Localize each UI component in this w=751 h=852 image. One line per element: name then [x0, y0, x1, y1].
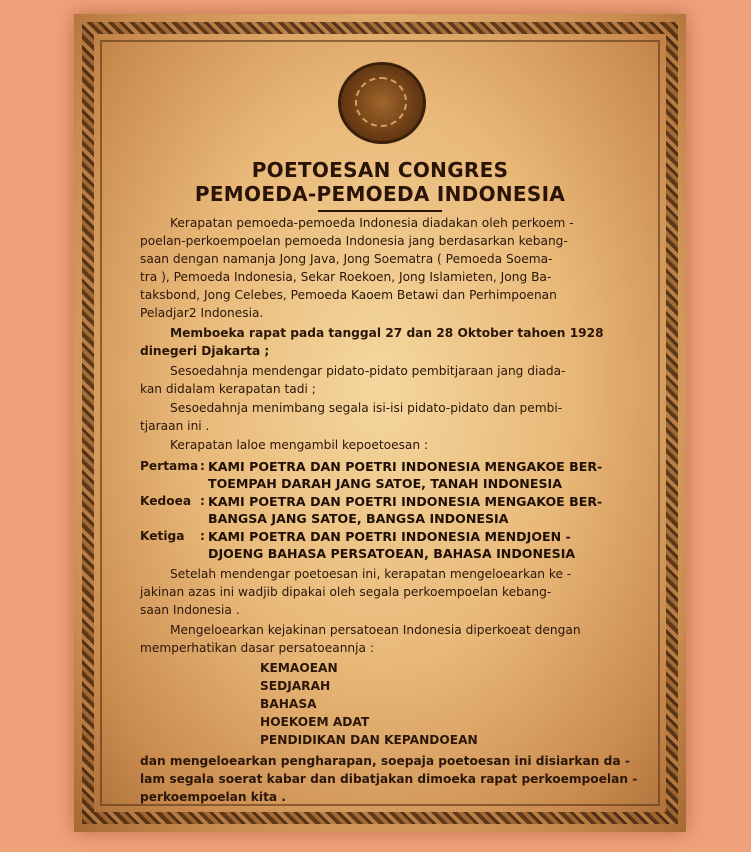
resolution-label: Ketiga — [140, 529, 185, 543]
resolution-line: TOEMPAH DARAH JANG SATOE, TANAH INDONESIA — [208, 476, 562, 491]
document-title-line-1: POETOESAN CONGRES — [251, 158, 509, 182]
title-underline — [318, 210, 442, 212]
resolution-line: BANGSA JANG SATOE, BANGSA INDONESIA — [208, 511, 509, 526]
intro-line: taksbond, Jong Celebes, Pemoeda Kaoem Betawi dan Perhimpoenan — [140, 288, 557, 302]
closing-line: dan mengeloearkan pengharapan, soepaja poetoesan ini disiarkan da - — [140, 754, 630, 768]
resolution-label: Pertama — [140, 459, 199, 473]
resolution-line: KAMI POETRA DAN POETRI INDONESIA MENDJOEN - — [208, 529, 571, 544]
after-decision-line: saan Indonesia . — [140, 603, 240, 617]
speeches-line: kan didalam kerapatan tadi ; — [140, 382, 316, 396]
closing-line: lam segala soerat kabar dan dibatjakan dimoeka rapat perkoempoelan - — [140, 772, 638, 786]
deliberation-line: tjaraan ini . — [140, 419, 210, 433]
opening-line: dinegeri Djakarta ; — [140, 344, 270, 358]
document-title-line-2: PEMOEDA-PEMOEDA INDONESIA — [194, 182, 566, 206]
resolution-separator: : — [200, 494, 205, 508]
resolution-line: KAMI POETRA DAN POETRI INDONESIA MENGAKOE BER- — [208, 494, 603, 509]
speeches-line: Sesoedahnja mendengar pidato-pidato pembitjaraan jang diada- — [170, 364, 566, 378]
foundation-item: PENDIDIKAN DAN KEPANDOEAN — [260, 733, 478, 747]
after-decision-line: jakinan azas ini wadjib dipakai oleh segala perkoempoelan kebang- — [140, 585, 552, 599]
intro-line: tra ), Pemoeda Indonesia, Sekar Roekoen, Jong Islamieten, Jong Ba- — [140, 270, 552, 284]
closing-line: perkoempoelan kita . — [140, 790, 287, 804]
foundation-item: KEMAOEAN — [260, 661, 338, 675]
intro-line: Peladjar2 Indonesia. — [140, 306, 264, 320]
foundation-item: BAHASA — [260, 697, 317, 711]
intro-line: saan dengan namanja Jong Java, Jong Soematra ( Pemoeda Soema- — [140, 252, 553, 266]
foundation-item: HOEKOEM ADAT — [260, 715, 370, 729]
decision-intro: Kerapatan laloe mengambil kepoetoesan : — [170, 438, 429, 452]
intro-line: Kerapatan pemoeda-pemoeda Indonesia diadakan oleh perkoem - — [170, 216, 574, 230]
intro-line: poelan-perkoempoelan pemoeda Indonesia jang berdasarkan kebang- — [140, 234, 568, 248]
resolution-separator: : — [200, 529, 205, 543]
emblem-seal-icon — [338, 62, 426, 144]
opening-line: Memboeka rapat pada tanggal 27 dan 28 Oktober tahoen 1928 — [170, 326, 604, 340]
deliberation-line: Sesoedahnja menimbang segala isi-isi pidato-pidato dan pembi- — [170, 401, 563, 415]
resolution-line: DJOENG BAHASA PERSATOEAN, BAHASA INDONESIA — [208, 546, 576, 561]
after-decision-line: Setelah mendengar poetoesan ini, kerapatan mengeloearkan ke - — [170, 567, 572, 581]
conviction-line: Mengeloearkan kejakinan persatoean Indonesia diperkoeat dengan — [170, 623, 581, 637]
conviction-line: memperhatikan dasar persatoeannja : — [140, 641, 374, 655]
foundation-item: SEDJARAH — [260, 679, 331, 693]
resolution-separator: : — [200, 459, 205, 473]
resolution-label: Kedoea — [140, 494, 192, 508]
resolution-line: KAMI POETRA DAN POETRI INDONESIA MENGAKOE BER- — [208, 459, 603, 474]
